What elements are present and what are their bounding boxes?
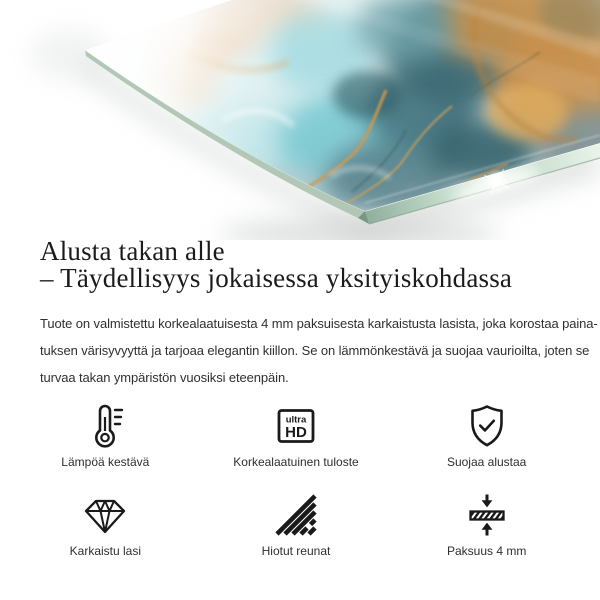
ultra-hd-badge-bottom: HD xyxy=(285,424,307,441)
feature-heat-resistant xyxy=(10,402,201,469)
feature-label: Suojaa alustaa xyxy=(446,455,527,469)
heading-line-1: Alusta takan alle xyxy=(40,236,225,266)
feature-label: Paksuus 4 mm xyxy=(446,544,527,558)
thickness-icon xyxy=(463,491,511,539)
section-heading xyxy=(40,238,512,292)
feature-label: Hiotut reunat xyxy=(261,544,331,558)
glass-panel-illustration xyxy=(0,0,600,240)
ultra-hd-badge-top: ultra xyxy=(285,414,307,426)
feature-label: Lämpöä kestävä xyxy=(61,455,150,469)
polished-edges-icon xyxy=(272,491,320,539)
diamond-icon xyxy=(81,491,129,539)
product-photo xyxy=(0,0,600,240)
paragraph-line: Tuote on valmistettu korkealaatuisesta 4 mm paksuisesta karkaistusta lasista, joka korostaa paina- xyxy=(40,316,598,331)
ultra-hd-icon xyxy=(272,402,320,450)
feature-polished-edges xyxy=(201,491,392,558)
feature-print-quality xyxy=(201,402,392,469)
feature-label: Karkaistu lasi xyxy=(69,544,142,558)
paragraph-line: tuksen värisyvyyttä ja tarjoaa elegantin kiillon. Se on lämmönkestävä ja suojaa vaurioilta, joten se xyxy=(40,343,590,358)
shield-check-icon xyxy=(463,402,511,450)
feature-protects-surface xyxy=(391,402,582,469)
thermometer-icon xyxy=(81,402,129,450)
heading-line-2: – Täydellisyys jokaisessa yksityiskohdassa xyxy=(40,263,513,293)
paragraph-line: turvaa takan ympäristön vuosiksi eteenpäin. xyxy=(40,370,289,385)
feature-label: Korkealaatuinen tuloste xyxy=(233,455,359,469)
feature-thickness xyxy=(391,491,582,558)
feature-tempered-glass xyxy=(10,491,201,558)
description-paragraph xyxy=(40,310,598,391)
feature-grid xyxy=(10,402,582,558)
